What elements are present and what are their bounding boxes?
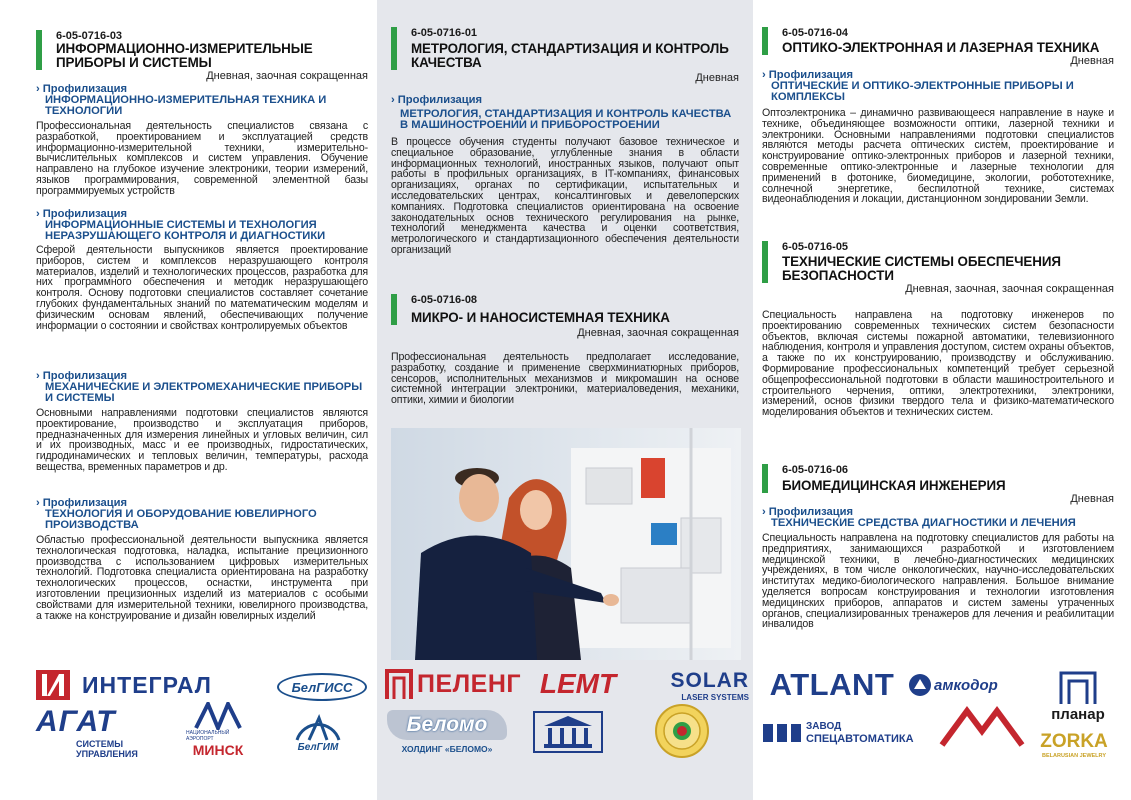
profile-text: Специальность направлена на подготовку специалистов для работы на предприятиях, занимающихся разработкой и изготовлением медицинской техники, в лечебно-диагностических медицинских учреждениях, в том числе онкологических, научно-исследовательских институтах медико-биологического направления. Большое внимание уделяется вопросам конструирования и технологии изготовления медицинских приборов, аппаратов и систем замены утраченных органов, специализированных тренажеров для лечения и реабилитации инвалидов (762, 532, 1114, 631)
solar-logo (631, 668, 749, 702)
partner-logos-right (762, 662, 1114, 800)
chevron-right-icon: › (36, 497, 40, 509)
chevron-right-icon: › (762, 506, 766, 518)
study-form: Дневная (695, 72, 739, 84)
belomo-wordmark: Беломо (387, 710, 507, 740)
program-header (391, 294, 739, 325)
profile-name: МЕТРОЛОГИЯ, СТАНДАРТИЗАЦИЯ И КОНТРОЛЬ КАЧЕСТВА В МАШИНОСТРОЕНИИ И ПРИБОРОСТРОЕНИИ (400, 108, 732, 131)
academy-emblem (528, 708, 608, 756)
program-header (762, 464, 1114, 493)
program-code: 6-05-0716-03 (56, 30, 123, 42)
program-title: ТЕХНИЧЕСКИЕ СИСТЕМЫ ОБЕСПЕЧЕНИЯ БЕЗОПАСНОСТИ (782, 254, 1061, 283)
study-form: Дневная (1070, 493, 1114, 505)
peleng-logo (385, 666, 535, 702)
peleng-emblem (385, 669, 413, 699)
profile-label: › Профилизация (391, 94, 483, 106)
zavod-line: ЗАВОД (806, 721, 842, 732)
program-title: ИНФОРМАЦИОННО-ИЗМЕРИТЕЛЬНЫЕ ПРИБОРЫ И СИСТЕМЫ (56, 41, 313, 70)
profile-text: Областью профессиональной деятельности выпускника является технологическая подготовка, наладка, испытание прецизионного производства с использованием цифровых измерительных технологий. Подготовка специалиста ориентирована на разработку технологических процессов, оснастки, инструмента при изготовлении прецизионных изделий из материалов с особыми свойствами для измерительной техники, ювелирного производства, а также на конструирование и дизайн ювелирных изделий (36, 534, 368, 622)
amkodor-emblem (908, 673, 932, 697)
program-code: 6-05-0716-05 (782, 241, 849, 253)
program-03 (36, 30, 368, 83)
maz-emblem (937, 705, 1027, 751)
program-05 (762, 241, 1114, 418)
program-title: БИОМЕДИЦИНСКАЯ ИНЖЕНЕРИЯ (782, 478, 1006, 493)
profile-name: ИНФОРМАЦИОННЫЕ СИСТЕМЫ И ТЕХНОЛОГИЯ НЕРАЗРУШАЮЩЕГО КОНТРОЛЯ И ДИАГНОСТИКИ (45, 219, 326, 242)
partner-logos-left (36, 662, 368, 800)
profile-label: › Профилизация (36, 497, 128, 509)
chevron-right-icon: › (36, 208, 40, 220)
program-code: 6-05-0716-06 (782, 464, 849, 476)
program-code: 6-05-0716-04 (782, 27, 849, 39)
atlant-logo (762, 668, 902, 702)
program-title: ОПТИКО-ЭЛЕКТРОННАЯ И ЛАЗЕРНАЯ ТЕХНИКА (782, 40, 1100, 55)
solar-subtitle: LASER SYSTEMS (681, 692, 749, 702)
profile-text: Оптоэлектроника – динамично развивающееся направление в науке и технике, объединяющее возможности оптики, лазерной техники и электроники. Основными направлениями подготовки специалистов являются методы расчета оптических систем, проектирование и конструирование оптико-электронных приборов и лазерной техники, современные оптико-электронные и лазерные технологии для применений в фотонике, биомедицине, экологии, робототехнике, солнечной энергетике, беспилотной технике, системах видеонаблюдения и локации, дистанционном зондировании Земли. (762, 107, 1114, 206)
students-photo-illustration (391, 428, 741, 660)
program-header (36, 30, 368, 70)
profile-label: › Профилизация (36, 370, 128, 382)
airport-subtitle: НАЦИОНАЛЬНЫЙ АЭРОПОРТ (186, 730, 230, 742)
study-form: Дневная (1070, 55, 1114, 67)
profile-block (36, 498, 368, 621)
profile-text: Сферой деятельности выпускников является проектирование приборов, систем и комплексов неразрушающего контроля материалов, изделий и технологических процессов, разработка для них программного обеспечения и методик неразрушающего контроля. Основу подготовки специалистов составляет сочетание глубоких фундаментальных знаний по математическим моделям и физическим основам явлений, обеспечивающих получение информации о состоянии и свойствах контролируемых объектов (36, 244, 368, 332)
planar-emblem (1058, 670, 1098, 706)
profile-label: › Профилизация (762, 69, 854, 81)
profile-name: ТЕХНИЧЕСКИЕ СРЕДСТВА ДИАГНОСТИКИ И ЛЕЧЕНИЯ (771, 517, 1076, 529)
peleng-wordmark: ПЕЛЕНГ (417, 669, 522, 698)
lemt-wordmark: LEMT (539, 668, 617, 699)
belgim-wordmark: БелГИМ (297, 741, 339, 753)
profile-label: › Профилизация (762, 506, 854, 518)
integral-emblem (36, 670, 70, 700)
atlant-wordmark: ATLANT (769, 667, 895, 702)
belgim-emblem (293, 712, 343, 742)
profile-name: ТЕХНОЛОГИЯ И ОБОРУДОВАНИЕ ЮВЕЛИРНОГО ПРОИЗВОДСТВА (45, 508, 317, 531)
profile-text: Основными направлениями подготовки специалистов являются проектирование, производство и эксплуатация приборов, предназначенных для измерения линейных и угловых величин, сил и их производных, масс и ее производных, гидростатических, гидродинамических и тепловых величин, температуры, расхода вещества, временных параметров и др. (36, 407, 368, 473)
chevron-right-icon: › (36, 83, 40, 95)
study-form: Дневная, заочная сокращенная (577, 327, 739, 339)
airport-minsk: МИНСК (192, 742, 244, 758)
program-header (762, 27, 1114, 55)
airport-emblem (194, 702, 242, 730)
profile-block (391, 95, 739, 256)
left-column (36, 0, 368, 660)
emblem-logo (647, 702, 717, 760)
program-header (762, 241, 1114, 283)
study-form: Дневная, заочная, заочная сокращенная (905, 283, 1114, 295)
belgiss-logo (276, 670, 368, 704)
program-text: Специальность направлена на подготовку инженеров по проектированию современных технических систем безопасности объектов, включая системы пожарной автоматики, телевизионного наблюдения, контроля и управления доступом, систем охраны объектов, а также по их конструированию, производству и обслуживанию. Формирование профессиональных компетенций требует серьезной общепрофессиональной подготовки в области машиностроительного и строительного черчения, оптики, электротехники, электроники, измерений, основ физики твердого тела и физико-математического моделирования объектов и технических систем. (762, 309, 1114, 419)
program-title: МИКРО- И НАНОСИСТЕМНАЯ ТЕХНИКА (411, 310, 670, 325)
spetsavtomatika-logo (762, 716, 930, 750)
spetsavtomatika-emblem (762, 722, 802, 744)
solar-wordmark: SOLAR (670, 668, 749, 692)
students-photo (391, 428, 741, 660)
partner-logos-middle (385, 662, 751, 800)
right-column (762, 0, 1114, 660)
seal-emblem (654, 703, 710, 759)
program-code: 6-05-0716-01 (411, 27, 478, 39)
planar-logo (1042, 666, 1114, 726)
program-06 (762, 464, 1114, 506)
amkodor-wordmark: амкодор (934, 676, 998, 694)
study-form: Дневная, заочная сокращенная (206, 70, 368, 82)
profile-text: Профессиональная деятельность специалистов связана с разработкой, проектированием и эксплуатацией средств информационно-измерительной техники, измерительно-вычислительных комплексов и систем управления. Обучение направлено на глубокое изучение электроники, теории измерений, языков программирования, современной элементной базы программируемых устройств (36, 120, 368, 197)
lemt-logo (539, 666, 617, 702)
program-08 (391, 294, 739, 406)
zorka-logo (1034, 728, 1114, 762)
profile-name: ИНФОРМАЦИОННО-ИЗМЕРИТЕЛЬНАЯ ТЕХНИКА И ТЕХНОЛОГИИ (45, 94, 327, 117)
profile-text: В процессе обучения студенты получают базовое техническое и специальное образование, углубленные знания в области информационных технологий, иностранных языков, получают опыт работы в профильных организациях, в IT-компаниях, финансовых организациях, органах по сертификации, испытательных и исследовательских центрах, консалтинговых и девелоперских компаниях. Подготовка специалистов ориентирована на освоение законодательных основ технического регулирования на рынке, технологий менеджмента качества и оценки соответствия, метрологического и стандартизационного обеспечения деятельности организаций (391, 136, 739, 256)
belgiss-wordmark: БелГИСС (277, 673, 367, 701)
profile-name: ОПТИЧЕСКИЕ И ОПТИКО-ЭЛЕКТРОННЫЕ ПРИБОРЫ И КОМПЛЕКСЫ (771, 80, 1074, 103)
chevron-right-icon: › (391, 94, 395, 106)
program-code: 6-05-0716-08 (411, 294, 478, 306)
integral-logo (36, 668, 266, 702)
agat-subtitle: СИСТЕМЫ УПРАВЛЕНИЯ (76, 739, 138, 759)
profile-name: МЕХАНИЧЕСКИЕ И ЭЛЕКТРОМЕХАНИЧЕСКИЕ ПРИБОРЫ И СИСТЕМЫ (45, 381, 363, 404)
agat-wordmark: АГАТ (36, 705, 116, 738)
amkodor-logo (908, 670, 1036, 700)
chevron-right-icon: › (36, 370, 40, 382)
program-04 (762, 27, 1114, 68)
agat-logo (36, 706, 186, 758)
belomo-subtitle: ХОЛДИНГ «БЕЛОМО» (401, 744, 493, 754)
integral-wordmark: ИНТЕГРАЛ (82, 671, 212, 698)
chevron-right-icon: › (762, 69, 766, 81)
profile-block (36, 371, 368, 473)
planar-wordmark: планар (1051, 705, 1105, 723)
profile-label: › Профилизация (36, 208, 128, 220)
program-header (391, 27, 739, 70)
program-01 (391, 27, 739, 85)
zorka-wordmark: ZORKA (1040, 731, 1108, 752)
zorka-subtitle: BELARUSIAN JEWELRY (1042, 753, 1106, 759)
program-text: Профессиональная деятельность предполагает исследование, разработку, создание и применение сверхминиатюрных приборов, сенсоров, исполнительных механизмов и микромашин на основе системной интеграции электроники, материаловедения, механики, оптики, химии и биологии (391, 351, 739, 407)
maz-logo (934, 702, 1030, 754)
belomo-logo (385, 706, 509, 758)
academy-logo (525, 706, 611, 758)
minsk-airport-logo (186, 700, 250, 760)
spetsavtomatika-line: СПЕЦАВТОМАТИКА (806, 733, 914, 745)
profile-label: › Профилизация (36, 83, 128, 95)
program-title: МЕТРОЛОГИЯ, СТАНДАРТИЗАЦИЯ И КОНТРОЛЬ КАЧЕСТВА (411, 41, 729, 70)
belgim-logo (272, 706, 364, 758)
profile-block (36, 209, 368, 331)
profile-block (762, 507, 1114, 630)
profile-block (36, 84, 368, 197)
profile-block (762, 70, 1114, 205)
